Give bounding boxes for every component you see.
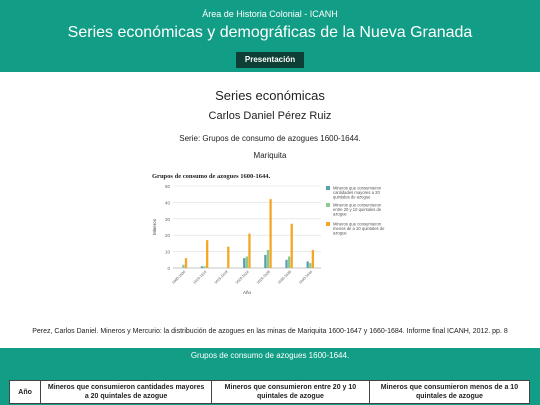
bar (248, 234, 250, 268)
bar (203, 266, 205, 268)
bar (267, 250, 269, 268)
site-title: Series económicas y demográficas de la Nueva Granada (67, 24, 473, 41)
site-subtitle: Área de Historia Colonial - ICANH (202, 9, 338, 19)
bar (309, 263, 311, 268)
bar (288, 257, 290, 268)
bar (307, 261, 309, 268)
bar (269, 199, 271, 268)
legend-swatch (326, 222, 330, 226)
chart-legend (326, 186, 385, 236)
presentation-button[interactable]: Presentación (236, 52, 304, 68)
y-tick-label: 30 (164, 216, 170, 222)
legend-item: Mineros que consumieron entre 20 y 10 quintales de azogue (333, 202, 382, 217)
x-tick-label: 1620-1624 (234, 269, 250, 285)
bar (312, 250, 314, 268)
serie-label: Serie: Grupos de consumo de azogues 1600-1644. (179, 134, 361, 143)
legend-item: Mineros que consumieron cantidades mayores a 20 quintales de azogue (333, 185, 382, 200)
x-axis-label: Año (242, 290, 252, 295)
y-tick-label: 50 (164, 184, 170, 189)
x-tick-label: 1640-1644 (298, 269, 314, 285)
bar-chart (148, 168, 396, 318)
y-tick-label: 40 (164, 200, 170, 206)
chart-title: Grupos de consumo de azogues 1600-1644. (152, 173, 271, 180)
bar (201, 266, 203, 268)
citation-text: Perez, Carlos Daniel. Mineros y Mercurio: la distribución de azogues en las minas de Mariquita 1600-1647 y 1660-1684. Informe final ICANH, 2012. pp. 8 (32, 328, 508, 335)
bar (243, 258, 245, 268)
table-header-more-20[interactable]: Mineros que consumieron cantidades mayores a 20 quintales de azogue (41, 381, 212, 404)
site-header (0, 0, 540, 72)
legend-item: Mineros que consumieron menos de a 10 quintales de azogue (333, 221, 385, 236)
x-tick-label: 1635-1639 (277, 269, 292, 285)
bar (285, 260, 287, 268)
bar (185, 258, 187, 268)
y-axis-label: Mineros (152, 218, 157, 236)
x-tick-label: 1600-1604 (171, 269, 187, 285)
table-section-title: Grupos de consumo de azogues 1600-1644. (190, 351, 350, 360)
bar (206, 240, 208, 268)
legend-swatch (326, 186, 330, 190)
bar (246, 257, 248, 268)
plot-area (152, 184, 321, 295)
y-tick-label: 0 (167, 266, 170, 271)
data-table (9, 380, 530, 404)
table-header-10-20[interactable]: Mineros que consumieron entre 20 y 10 quintales de azogue (211, 381, 369, 404)
bar (227, 247, 229, 268)
y-tick-label: 10 (164, 249, 170, 255)
table-header-row (10, 381, 530, 404)
table-header-year[interactable]: Año (10, 381, 41, 404)
x-tick-label: 1610-1614 (192, 269, 208, 285)
bar (291, 224, 293, 268)
table-header-less-10[interactable]: Mineros que consumieron menos de a 10 quintales de azogue (369, 381, 529, 404)
page-title: Series económicas (215, 88, 325, 103)
x-tick-label: 1615-1619 (213, 269, 229, 285)
legend-swatch (326, 203, 330, 207)
author-name: Carlos Daniel Pérez Ruiz (208, 110, 332, 122)
main-content (0, 72, 540, 348)
x-tick-label: 1625-1629 (255, 269, 271, 285)
y-tick-label: 20 (164, 233, 170, 239)
bar (182, 265, 184, 268)
place-label: Mariquita (253, 151, 287, 160)
bar (264, 255, 266, 268)
